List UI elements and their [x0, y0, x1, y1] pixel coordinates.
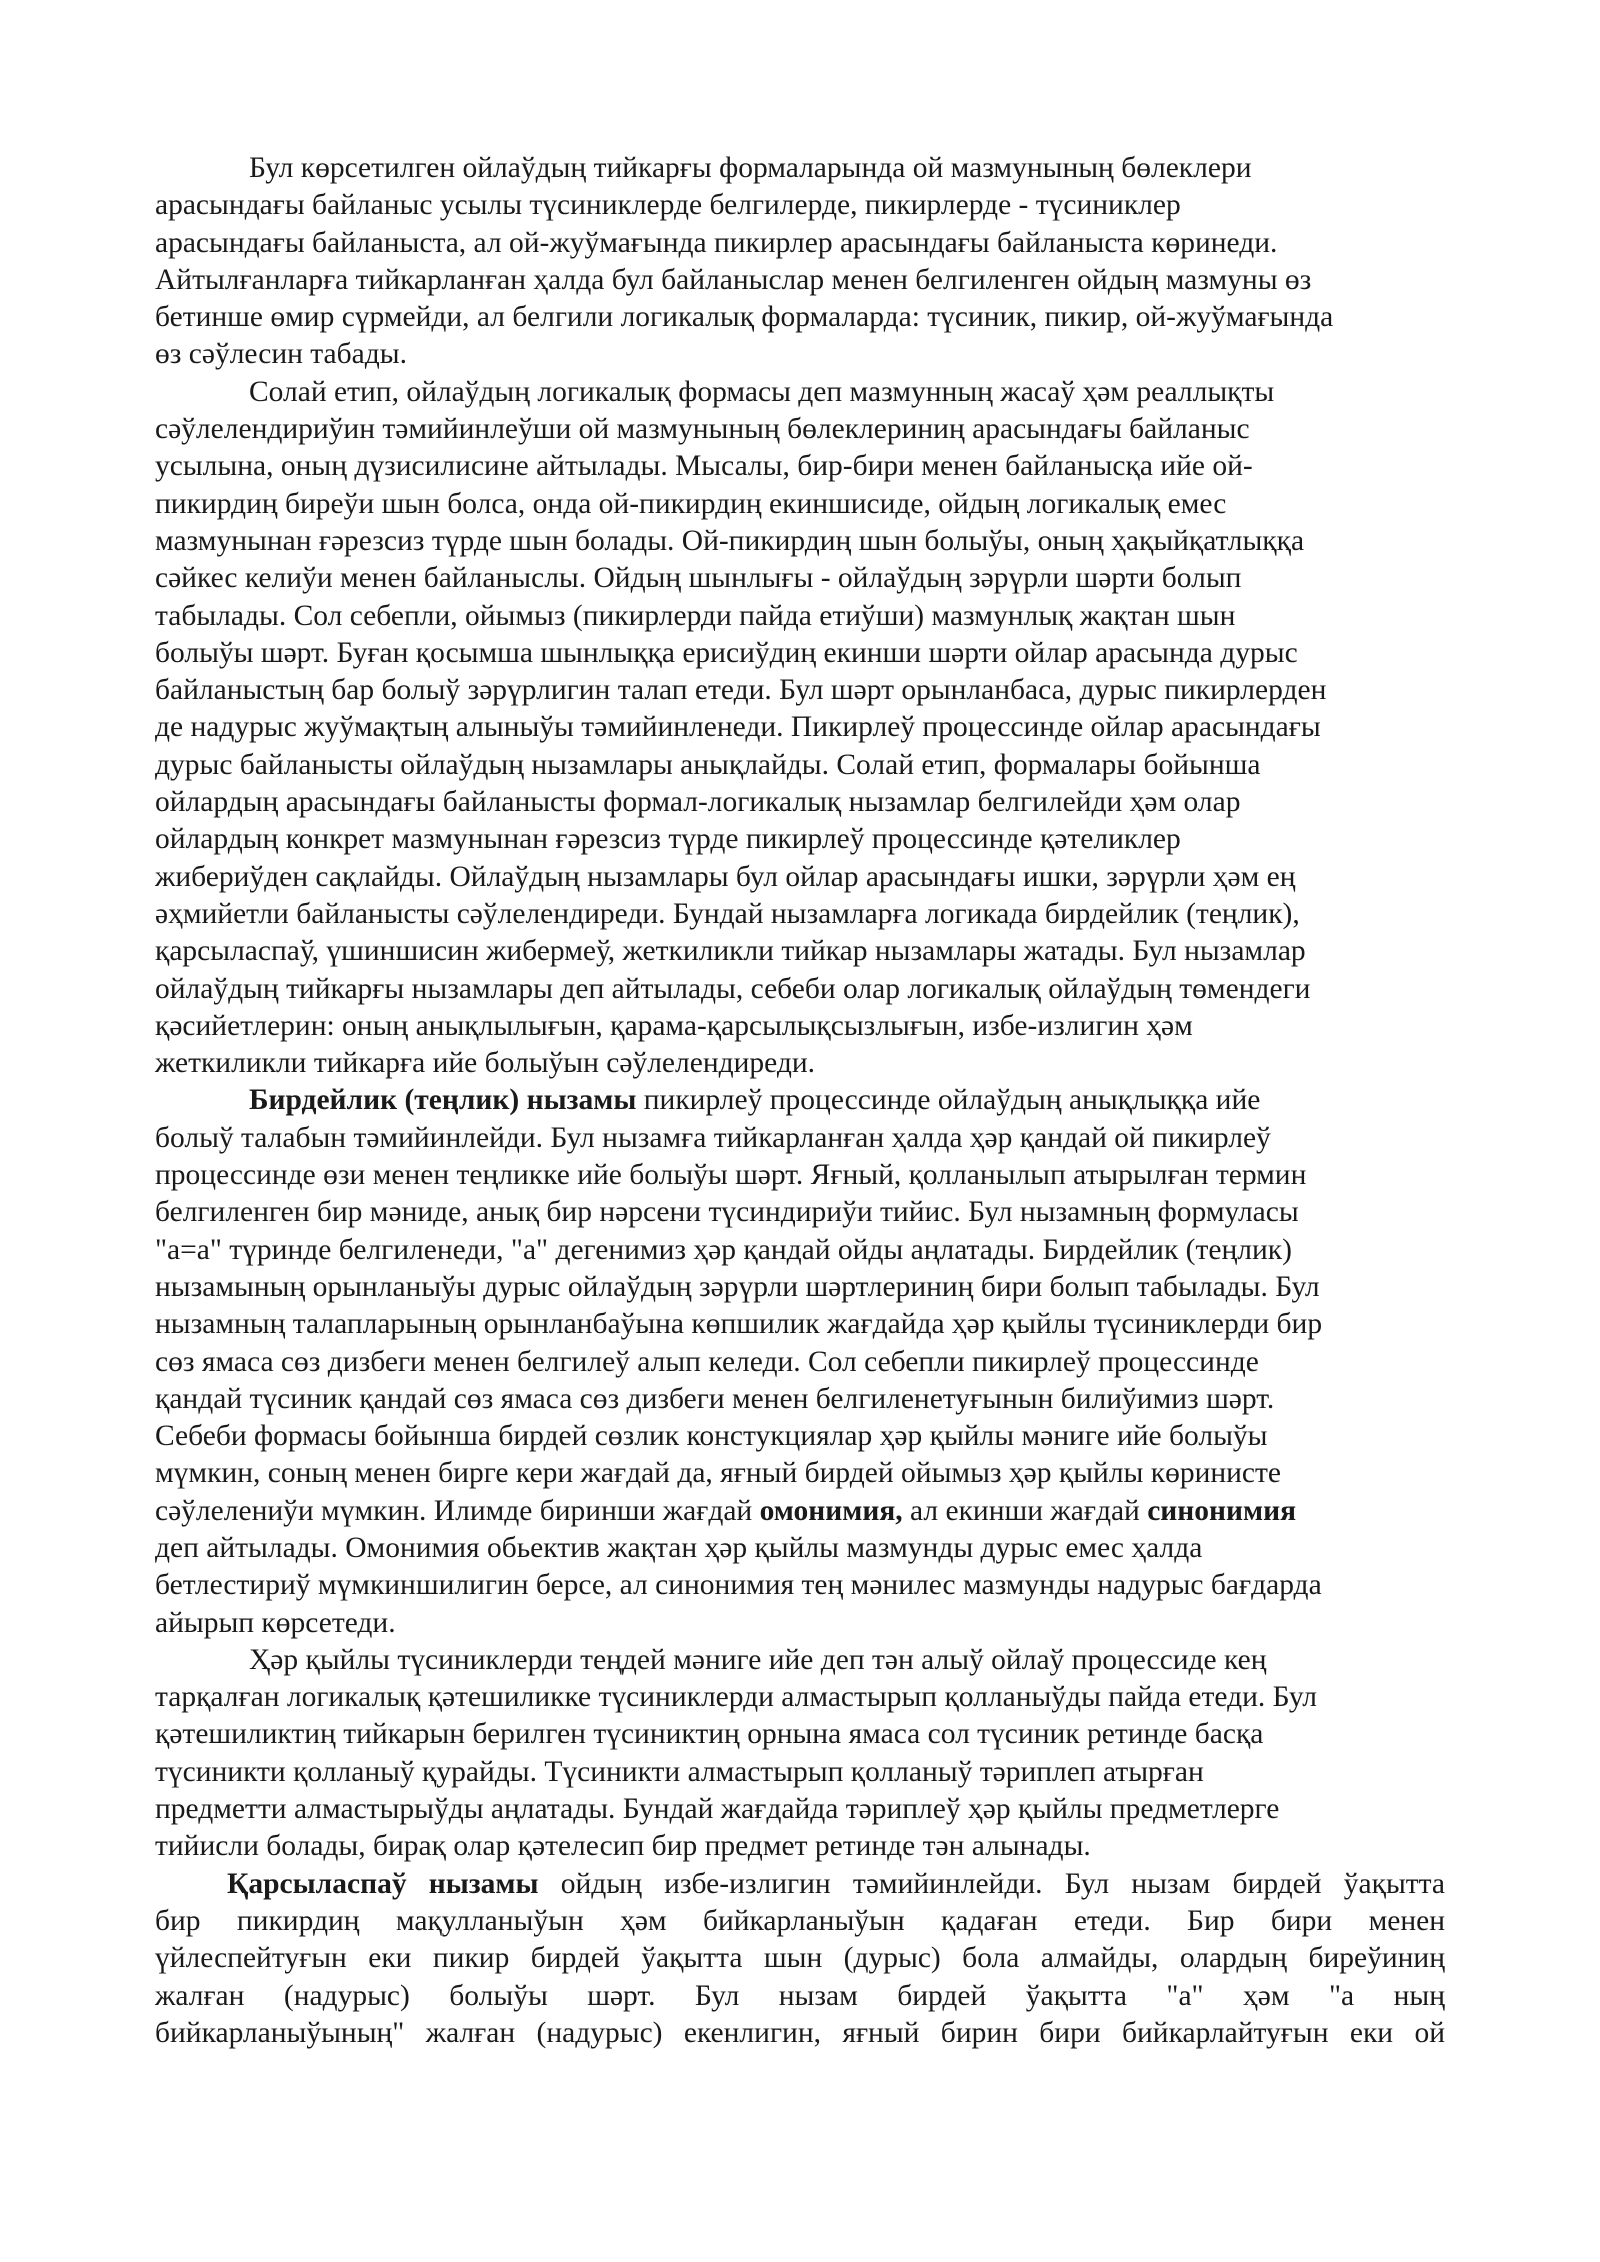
paragraph-1: Бул көрсетилген ойлаўдың тийкарғы формаларында ой мазмунының бөлеклери арасындағы байланыс усылы түсиниклерде белгилерде, пикирлерде - түсиниклер арасындағы байланыста, ал ой-жуўмағында пикирлер арасындағы байланыста көринеди. Айтылғанларға тийкарланған ҳалда бул байланыслар менен белгиленген ойдың мазмуны өз бетинше өмир сүрмейди, ал белгили логикалық формаларда: түсиник, пикир, ой-жуўмағында өз сәўлесин табады.: [155, 152, 1334, 371]
paragraph-2: Солай етип, ойлаўдың логикалық формасы деп мазмунның жасаў ҳәм реаллықты сәўлелендириўин тәмийинлеўши ой мазмунының бөлеклериниң арасындағы байланыс усылына, оның дүзисилисине айтылады. Мысалы, бир-бири менен байланысқа ийе ой- пикирдиң биреўи шын болса, онда ой-пикирдиң екиншисиде, ойдың логикалық емес мазмунынан ғәрезсиз түрде шын болады. Ой-пикирдиң шын болыўы, оның ҳақыйқатлыққа сәйкес келиўи менен байланыслы. Ойдың шынлығы - ойлаўдың зәрүрли шәрти болып табылады. Сол себепли, ойымыз (пикирлерди пайда етиўши) мазмунлық жақтан шын болыўы шәрт. Буған қосымша шынлыққа ерисиўдиң екинши шәрти ойлар арасында дурыс байланыстың бар болыў зәрүрлигин талап етеди. Бул шәрт орынланбаса, дурыс пикирлерден де надурыс жуўмақтың алыныўы тәмийинленеди. Пикирлеў процессинде ойлар арасындағы дурыс байланысты ойлаўдың нызамлары анықлайды. Солай етип, формалары бойынша ойлардың арасындағы байланысты формал-логикалық нызамлар белгилейди ҳәм олар ойлардың конкрет мазмунынан ғәрезсиз түрде пикирлеў процессинде қәтеликлер жибериўден сақлайды. Ойлаўдың нызамлары бул ойлар арасындағы ишки, зәрүрли ҳәм ең әҳмийетли байланысты сәўлелендиреди. Бундай нызамларға логикада бирдейлик (теңлик), қарсыласпаў, үшиншисин жибермеў, жеткиликли тийкар нызамлары жатады. Бул нызамлар ойлаўдың тийкарғы нызамлары деп айтылады, себеби олар логикалық ойлаўдың төмендеги қәсийетлерин: оның анықлылығын, қарама-қарсылықсызлығын, избе-излигин ҳәм жеткиликли тийкарға ийе болыўын сәўлелендиреди.: [155, 375, 1327, 1080]
paragraph-3-text-end: деп айтылады. Омонимия обьектив жақтан ҳәр қыйлы мазмунды дурыс емес ҳалда бетлестириў мүмкиншилигин берсе, ал синонимия тең мәнилес мазмунды надурыс бағдарда айырып көрсетеди.: [155, 1531, 1322, 1639]
paragraph-5-line-4: жалған (надурыс) болыўы шәрт. Бул нызам бирдей ўақытта "a" ҳәм "a ның: [155, 1979, 1445, 2012]
paragraph-3: [155, 1082, 1445, 1641]
paragraph-5-line-5: бийкарланыўының" жалған (надурыс) екенлигин, яғный бирин бири бийкарлайтуғын еки ой: [155, 2016, 1445, 2049]
bold-term-homonymy: омонимия,: [759, 1494, 903, 1527]
bold-term-synonymy: синонимия: [1147, 1494, 1297, 1527]
paragraph-3-text: пикирлеў процессинде ойлаўдың анықлыққа ийе болыў талабын тәмийинлейди. Бул нызамға тийкарланған ҳалда ҳәр қандай ой пикирлеў процессинде өзи менен теңликке ийе болыўы шәрт. Яғный, қолланылып атырылған термин белгиленген бир мәниде, анық бир нәрсени түсиндириўи тийис. Бул нызамның формуласы "a=a" түринде белгиленеди, "a" дегенимиз ҳәр қандай ойды аңлатады. Бирдейлик (теңлик) нызамының орынланыўы дурыс ойлаўдың зәрүрли шәртлериниң бири болып табылады. Бул нызамның талапларының орынланбаўына көпшилик жағдайда ҳәр қыйлы түсиниклерди бир сөз ямаса сөз дизбеги менен белгилеў алып келеди. Сол себепли пикирлеў процессинде қандай түсиник қандай сөз ямаса сөз дизбеги менен белгиленетуғынын билиўимиз шәрт. Себеби формасы бойынша бирдей сөзлик констукциялар ҳәр қыйлы мәниге ийе болыўы мүмкин, соның менен бирге кери жағдай да, яғный бирдей ойымыз ҳәр қыйлы көринисте сәўлелениўи мүмкин. Илимде биринши жағдай: [155, 1084, 1323, 1527]
paragraph-5-line-1-text: ойдың избе-излигин тәмийинлейди. Бул нызам бирдей ўақытта: [538, 1867, 1446, 1900]
paragraph-5: [155, 1866, 1445, 2052]
bold-term-non-contradiction-law: Қарсыласпаў нызамы: [227, 1867, 539, 1900]
paragraph-5-line-3: үйлеспейтуғын еки пикир бирдей ўақытта шын (дурыс) бола алмайды, олардың биреўиниң: [155, 1942, 1445, 1975]
paragraph-5-line-1: [155, 1866, 1445, 1903]
paragraph-3-text-mid: ал екинши жағдай: [902, 1494, 1148, 1527]
bold-term-identity-law: Бирдейлик (теңлик) нызамы: [249, 1084, 637, 1117]
paragraph-5-line-2: бир пикирдиң мақулланыўын ҳәм бийкарланыўын қадаған етеди. Бир бири менен: [155, 1904, 1445, 1937]
paragraph-4: Ҳәр қыйлы түсиниклерди теңдей мәниге ийе деп тән алыў ойлаў процессиде кең тарқалған логикалық қәтешиликке түсиниклерди алмастырып қолланыўды пайда етеди. Бул қәтешиликтиң тийкарын берилген түсиниктиң орнына ямаса сол түсиник ретинде басқа түсиникти қолланыў қурайды. Түсиникти алмастырып қолланыў тәриплеп атырған предметти алмастырыўды аңлатады. Бундай жағдайда тәриплеў ҳәр қыйлы предметлерге тийисли болады, бирақ олар қәтелесип бир предмет ретинде тән алынады.: [155, 1643, 1318, 1863]
document-body: [155, 150, 1445, 2052]
